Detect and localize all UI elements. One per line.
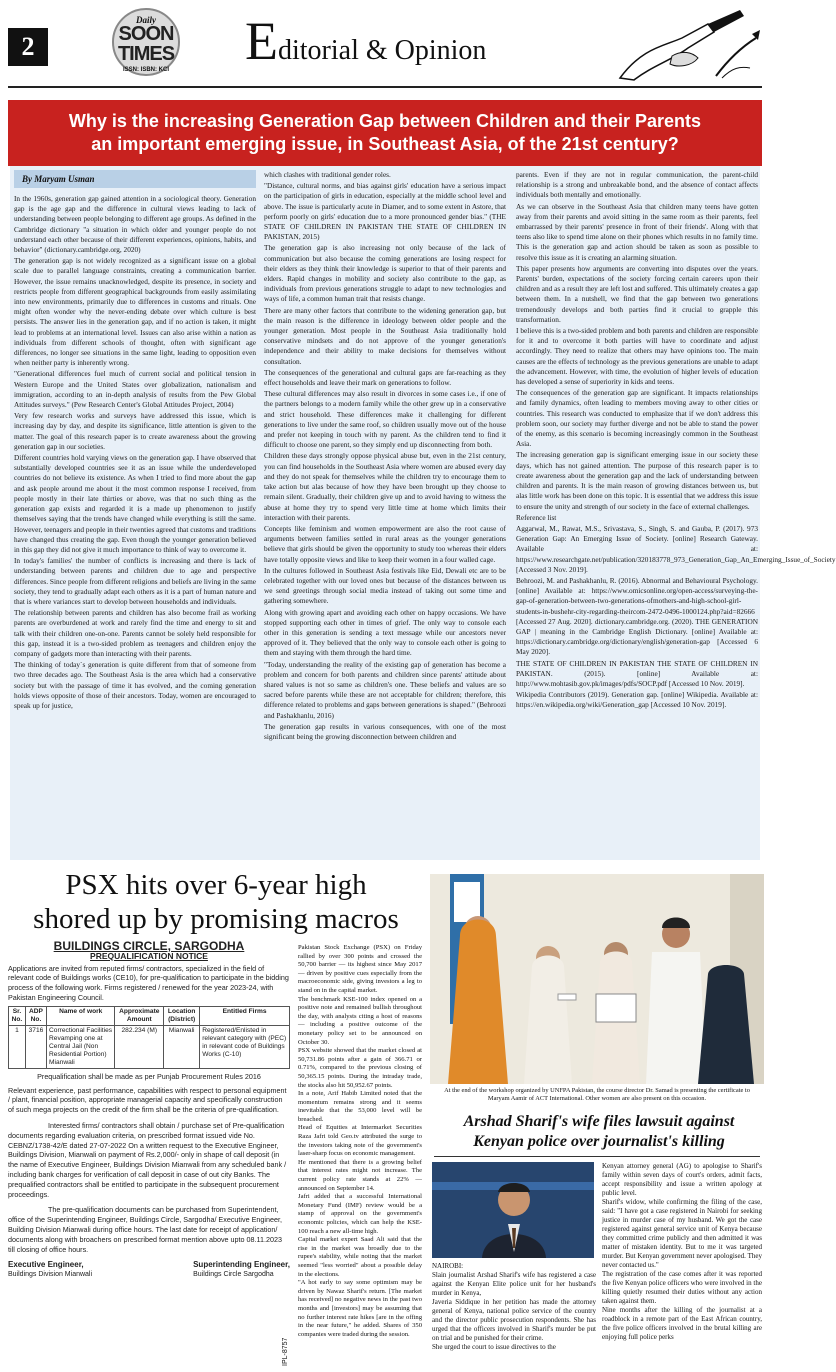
notice-paragraph: The pre-qualification documents can be purchased from Superintendent, office of the Superintending Engineer, Buildings Circle, Sargodha/ Executive Engineer, Building Division Mianwali during office hours. The last date for receipt of application/ documents along with broachers on prescribed format mention above upto 08.11.2023 till closing of office hours.	[8, 1205, 282, 1254]
writing-hand-pen-icon	[612, 8, 762, 82]
paragraph: In today's families' the number of conflicts is increasing and there is lack of understanding between parents and children due to age and perspective differences. Since people from different religions and beliefs are living in the same society, they tend to gradually adapt each others as it is a part of human nature and that is where variances start to develop between households and individuals.	[14, 556, 256, 606]
table-cell: 1	[9, 1025, 26, 1068]
soon-times-logo	[102, 8, 190, 82]
editorial-column-2	[264, 170, 506, 856]
paragraph: She urged the court to issue directives to the	[432, 1343, 556, 1351]
paragraph: I believe this is a two-sided problem and both parents and children are responsible for it and to overcome it both parties will have to coordinate and adjust accordingly. They need to realize that others may have opinions too. The main causes are the effects of technology as the previous generations are unable to adapt the advancement. However, with time, the evolution of higher levels of education has developed a sense of superiority in kids and teens.	[516, 326, 758, 387]
table-header-cell: Entitled Firms	[200, 1006, 290, 1025]
table-cell: 3716	[25, 1025, 46, 1068]
signature-superintending-engineer	[193, 1260, 290, 1280]
arshad-headline-line-2: Kenyan police over journalist's killing	[473, 1133, 725, 1150]
paragraph: Along with growing apart and avoiding each other on happy occasions. We have stopped supporting each other in times of grief. The only way to console each other in this generation is sending a text message while our ancestors never approved of it. They believed that the only way to console each other is going to them and staying with them through the hard time.	[264, 607, 506, 658]
journalist-photo	[432, 1162, 594, 1258]
reference-item: Behroozi, M. and Pashakhanlu, R. (2016). Abnormal and Behavioural Psychology. [online] Available at: https://www.omicsonline.org/open-access/surveying-the-gap-of-generation-between-two-generations-ofmothers-and-high-school-girl-students-in-bushehr-city-regarding-theircom-2472-0496-1000124.php?aid=82666 [Accessed 27 Aug. 2020]. dictionary.cambridge.org. (2020). THE GENERATION GAP | meaning in the Cambridge English Dictionary. [online] Available at: https://dictionary.cambridge.org/dictionary/english/generation-gap [Accessed 6 May 2020].	[516, 575, 758, 657]
paragraph: The consequences of the generational and cultural gaps are far-reaching as they effect households and leave their mark on generations to follow.	[264, 367, 506, 388]
paragraph: The consequences of the generation gap are significant. It impacts relationships and family dynamics, often leading to members moving away to other cities or countries. This research was conducted to emphasize that if we don't address this problem soon, our society may further diverge and not be able to stand the power of the enemy, as this scenario is becoming increasingly common in the Southeast Asia.	[516, 388, 758, 449]
table-row	[9, 1025, 290, 1068]
arshad-headline-line-1: Arshad Sharif's wife files lawsuit against	[463, 1113, 735, 1130]
paragraph: Head of Equities at Intermarket Securities Raza Jafri told Geo.tv attributed the surge to the investors taking note of the government's laser-sharp focus on economic management.	[298, 1124, 422, 1158]
paragraph: The increasing generation gap is significant emerging issue in our society these days, which has not gained attention. The purpose of this research paper is to create awareness about the generation gap and the lack of understanding between children and parents. It is the main reason of growing distances between us, but alas little work has been done on this topic. It is essential that we address this issue to ensure the unity and strength of our society in the face of external challenges.	[516, 450, 758, 511]
paragraph: "Generational differences fuel much of current social and political tension in Western Europe and the United States over globalization, nationalism and immigration, according to an in-depth analysis of results from the Pew Global Attitudes surveys." (Pew Research Center's Global Attitudes Project, 2004)	[14, 369, 256, 410]
paragraph: Sharif's widow, while confirming the filing of the case, said: "I have got a case registered in Nairobi for seeking justice in murder case of my husband. We got the case registered against general service unit of Kenya because they committed crime publicly and then admitted it was matter of mistaken identity. But to me it was targeted murder. But Kenyan government never apologised. They never contacted us."	[602, 1198, 762, 1269]
paragraph: Capital market expert Saad Ali said that the rise in the market was broadly due to the rupee's stability, while noting that the market seemed "less worried" about a possible delay in the elections.	[298, 1236, 422, 1278]
paragraph: Javeria Siddique in her petition has made the attorney general of Kenya, national police service of the country and the director public prosecution respondents. She has urged that the officers involved in Sharif's murder be put on trial and be punished for their crime.	[432, 1298, 596, 1342]
arshad-rule	[434, 1156, 760, 1157]
reference-item: THE STATE OF CHILDREN IN PAKISTAN THE STATE OF CHILDREN IN PAKISTAN. (2015). [online] Available at: http://www.mohtasib.gov.pk/images/pdfs/SOCP.pdf [Accessed 10 Nov. 2019].	[516, 658, 758, 688]
paragraph: PSX website showed that the market closed at 50,731.86 points after a gain of 366.71 or 0.71%, compared to the previous closing of 50,365.15 points. During the intraday trade, the stocks also hit 50,952.67 points.	[298, 1047, 422, 1089]
notice-organisation: BUILDINGS CIRCLE, SARGODHA	[53, 939, 245, 953]
paragraph: "Distance, cultural norms, and bias against girls' education have a serious impact on the participation of girls in education, especially at the middle school level and above. The issue is particularly acute in Diamer, and to some extent in Astore, that perform poorly on girls' education due to a more pronounced gender bias." (THE STATE OF CHILDREN IN PAKISTAN THE STATE OF CHILDREN IN PAKISTAN, 2015)	[264, 181, 506, 242]
notice-paragraph: Relevant experience, past performance, capabilities with respect to personal equipment / plant, financial position, appropriate managerial capacity and specifically construction of such mega projects on the credit of the firm shall be the criteria of pre-qualification.	[8, 1085, 287, 1115]
table-cell: Registered/Enlisted in relevant category with (PEC) in relevant code of Buildings Works (C-10)	[200, 1025, 290, 1068]
paragraph: "A hot early to say some optimism may be driven by Nawaz Sharif's return. [The market has received] no negative news in the past two months and [investors] may be assuming that no further interest rate hikes [are in the offing in the near future," he added. Shares of 350 companies were traded during the session.	[298, 1279, 422, 1338]
section-title-rest: ditorial & Opinion	[278, 35, 487, 66]
table-cell: Mianwali	[164, 1025, 200, 1068]
table-header-cell: Name of work	[47, 1006, 115, 1025]
psx-headline-line-1: PSX hits over 6-year high	[65, 869, 367, 901]
page-number: 2	[8, 28, 48, 66]
headline-line-1: Why is the increasing Generation Gap between Children and their Parents	[68, 111, 702, 131]
paragraph: Very few research works and surveys have addressed this issue, which is increasing day by day, and despite its significance, little attention is given to the matter. The goal of this research paper is to create awareness about the growing generation gap in our societies.	[14, 411, 256, 451]
notice-paragraph: Interested firms/ contractors shall obtain / purchase set of Pre-qualification documents regarding evaluation criteria, on prescribed format issued vide No. CEBNZ/1738-42/E dated 27-07-2022 On a written request to the Executive Engineer, Buildings Division, Mianwali on payment of Rs.2,000/- only in shape of call deposit (in the name of Executive Engineer, Buildings Division Mianwali from any scheduled bank / including bank charges for verification of call deposit in case of out city Banks. The prequalified contractors shall be entitled to participate in the subsequent procurement proceedings.	[8, 1120, 287, 1199]
notice-paragraph: Prequalification shall be made as per Punjab Procurement Rules 2016	[37, 1071, 261, 1081]
arshad-headline	[434, 1112, 764, 1152]
paragraph: Slain journalist Arshad Sharif's wife has registered a case against the Kenyan Elite police unit for her husband's murder in Kenya,	[432, 1271, 596, 1297]
paragraph: In a note, Arif Habib Limited noted that the momentum remains strong and it seems inevitable that the 53,000 level will be breached.	[298, 1090, 422, 1123]
ipl-code: IPL-8757	[282, 1337, 289, 1366]
table-header-cell: Sr. No.	[9, 1006, 26, 1025]
arshad-article-col-2	[602, 1162, 762, 1368]
section-title	[245, 11, 487, 71]
reference-heading: Reference list	[516, 512, 557, 522]
reference-item: Aggarwal, M., Rawat, M.S., Srivastava, S., Singh, S. and Gauba, P. (2017). 973 Generation Gap: An Emerging Issue of Society. [online] Research Gateway. Available at: https://www.researchgate.net/publication/320183778_973_Generation_Gap_An_Emerging_Issue_of_Society [Accessed 3 Nov. 2019].	[516, 523, 836, 574]
paragraph: The generation gap results in various consequences, with one of the most significant being the growing disconnection between children and	[264, 721, 506, 741]
paragraph: Concepts like feminism and women empowerment are also the root cause of arguments between families settled in rural areas as the younger generations believe that girls should be given the opportunity to study too whereas their elders have totally opposite views and like to keep their women in a four walled cage.	[264, 523, 506, 564]
paragraph: The generation gap is not widely recognized as a significant issue on a global scale due to parallel language constraints, creating a communication barrier. However, the issue remains unacknowledged, despite its presence, in society and restricts people from different geographical backgrounds from easily assimilating into new environments, primarily due to differences in customs and rituals. One might often wonder why the never-ending debate over which culture is best persists. The answer lies in the generation gap, and if no action is taken, it might lead to problems at an international level. Issues can also arise within a nation as individuals from different schools of thought, often with significant age differences, no longer see situations in the same light, leading to opposition even when neither party is inherently wrong.	[14, 256, 256, 368]
paragraph: The generation gap is also increasing not only because of the lack of communication but also because the coming generations are losing respect for their elders as they think their knowledge is superior to that of their parents and elders. Rapid changes in mobility and society also contribute to the gap, as individuals from previous generations struggle to adapt to new technologies and ways of life, a common human trait that resists change.	[264, 243, 506, 304]
psx-headline-line-2: shored up by promising macros	[33, 903, 399, 935]
prequalification-notice	[8, 939, 290, 1362]
table-cell: Correctional Facilities Revamping one at Central Jail (Non Residential Portion) Mianwali	[47, 1025, 115, 1068]
paragraph: In the 1960s, generation gap gained attention in a sociological theory. Generation gap is the age gap and the difference in cultural views leading to lack of understanding between people belonging to different age groups. As defined in the Cambridge dictionary "a situation in which older and younger people do not understand each other because of their different experiences, opinions, habits, and behavior" (dictionary.cambridge.org, 2020)	[14, 194, 256, 255]
table-header-cell: ADP No.	[25, 1006, 46, 1025]
paragraph: Pakistan Stock Exchange (PSX) on Friday rallied by over 300 points and crossed the 50,700 barrier — its highest since May 2017 — driven by positive cues especially from the macroeconomic side, giving investors a leg to stand on in the capital market.	[298, 944, 422, 994]
logo-word-soon: SOON	[118, 23, 174, 45]
paragraph: Nine months after the killing of the journalist at a roadblock in a remote part of the East African country, the five police officers involved in the brutal killing are enjoying full police perks	[602, 1306, 762, 1341]
paragraph: The benchmark KSE-100 index opened on a positive note and remained bullish throughout the day, with analysts citing a host of reasons — including a positive outcome of the monetary policy set to be announced on October 30.	[298, 995, 422, 1046]
editorial-column-1	[14, 170, 256, 856]
notice-signatures	[8, 1260, 290, 1280]
psx-article-body	[298, 944, 422, 1366]
logo-word-times: TIMES	[117, 43, 175, 65]
reference-item: Wikipedia Contributors (2019). Generation gap. [online] Wikipedia. Available at: https://en.wikipedia.org/wiki/Generation_gap [Accessed 10 Nov. 2019].	[516, 690, 758, 710]
editorial-column-3	[516, 170, 836, 856]
section-initial: E	[245, 11, 278, 71]
headline-line-2: an important emerging issue, in Southeast Asia, of the 21st century?	[91, 134, 679, 154]
table-header-cell: Approximate Amount	[115, 1006, 164, 1025]
notice-title: PREQUALIFICATION NOTICE	[90, 950, 208, 961]
notice-table-header	[9, 1006, 290, 1025]
logo-daily: Daily	[136, 15, 156, 25]
table-header-cell: Location (District)	[164, 1006, 200, 1025]
signature-title: Executive Engineer,	[8, 1260, 84, 1270]
paragraph: Jafri added that a successful International Monetary Fund (IMF) review would be a stamp of approval on the government's economic policies, which can help the KSE-100 reach a new all-time high.	[298, 1193, 422, 1235]
paragraph: which clashes with traditional gender roles.	[264, 170, 391, 179]
paragraph: As we can observe in the Southeast Asia that children many teens have gotten away from their parents and avoid sitting in the same room as their parents, feel embarrassed by their parents' presence in front of their friends'. Along with that teens also like to spend time alone on their phones which results in no family time. This is the generation gap and action should be taken as soon as possible to resolve this issue as it is creating an alarming situation.	[516, 201, 758, 262]
dateline: NAIROBI:	[432, 1262, 464, 1270]
paragraph: There are many other factors that contribute to the widening generation gap, but the main reason is the difference in ideology between older people and the younger generation. Most people in the Southeast Asia traditionally hold conservative mindsets and do not approve of the younger generation's independence and their ability to make decisions for themselves without consultation.	[264, 305, 506, 366]
signature-office: Buildings Circle Sargodha	[193, 1271, 274, 1279]
workshop-photo	[430, 874, 764, 1084]
signature-executive-engineer	[8, 1260, 92, 1280]
masthead-rule	[8, 86, 762, 88]
table-cell: 282.234 (M)	[115, 1025, 164, 1068]
editorial-headline	[8, 100, 762, 166]
byline: By Maryam Usman	[14, 170, 256, 188]
notice-table	[8, 1006, 290, 1069]
paragraph: The relationship between parents and children has also become frail as working parents are overburdened at work and rarely find the time and energy to sit and talk with their children one-on-one. Parents cannot be solely held responsible for this gap, instead it is a two-sided problem as teenagers and children enjoy the company of gadgets more than interacting with their parents.	[14, 608, 256, 658]
paragraph: This paper presents how arguments are converting into disputes over the years. Parents' burden, expectations of the society forcing certain careers upon their children and as a result they are left lost and suffered. This ultimately creates a gap between them. In a nutshell, we find that the gap between two generations tremendously develops and both parties find it crucial to grapple this transformation.	[516, 263, 758, 324]
paragraph: "Today, understanding the reality of the existing gap of generation has become a problem and concern for both parents and children since parents' attitude about shared values is not so same as children's one. These beliefs and values are so sacred before parents while these are not acceptable for children; therefore, this difference related to problems and gaps between generations is shaped." (Behroozi and Pashakhanlu, 2016)	[264, 659, 506, 720]
paragraph: parents. Even if they are not in regular communication, the parent-child relationship is a strong and unbreakable bond, and the absence of contact affects individuals both mentally and emotionally.	[516, 170, 758, 200]
arshad-article-col-1	[432, 1262, 596, 1368]
paragraph: The registration of the case comes after it was reported the five Kenyan police officers who were involved in the killing quietly resumed their duties without any action taken against them.	[602, 1270, 762, 1305]
paragraph: In the cultures followed in Southeast Asia festivals like Eid, Dewali etc are to be celebrated together with our loved ones but because of the distances between us we send greetings through social media instead of taking out some time and gathering somewhere.	[264, 565, 506, 606]
signature-office: Buildings Division Mianwali	[8, 1271, 93, 1279]
notice-intro: Applications are invited from reputed firms/ contractors, specialized in the field of relevant code of Buildings works (CE10), for pre-qualification to participate in the bidding process of the following work. Firms registered / renewed for the year 2023-24, with Pakistan Engineering Council.	[8, 963, 289, 1002]
psx-headline	[10, 868, 422, 936]
paragraph: Children these days strongly oppose physical abuse but, even in the 21st century, you can find households in the Southeast Asia where women are abused every day and they do not speak for themselves while the children try to encourage them to take action but alas because of how they have been brought up they choose to remain silent. Gradually, their children give up and to avoid having to witness the abuse at home they try to spend very little time at home which limits their interaction with their parents.	[264, 451, 506, 522]
signature-title: Superintending Engineer,	[193, 1260, 290, 1270]
paragraph: Different countries hold varying views on the generation gap. I have observed that substantially developed countries see it as an issue while the underdeveloped countries do not believe its existence. As when I tried to find more about the gap and ask people around me about it the most common response I received, from people mostly in their late thirties or above, was that no such thing as the generation gap exists and regarded it is a made up phenomenon to justify themselves saying that the trends have changed while everything is still the same. However, teenagers and people in their twenties agreed that customs and traditions have changed thus creating the gap. Even though the younger generation believed in this gap they did not give it much importance to think of way to overcome it.	[14, 453, 256, 554]
paragraph: These cultural differences may also result in divorces in some cases i.e., if one of the partners belongs to a modern family while the other grew up in a conservative and strict household. These differences make it challenging for different generations to live under the same roof, so children usually move out of the house and prefer not keeping in touch with ny parent. As the children tend to find it difficult to choose one parent, so they simply end up disconnecting from both.	[264, 389, 506, 450]
paragraph: Kenyan attorney general (AG) to apologise to Sharif's family within seven days of court's orders, admit facts, accept responsibility and issue a written apology at public level.	[602, 1162, 762, 1197]
paragraph: The thinking of today`s generation is quite different from that of someone from two three decades ago. The Southeast Asia is the area which had a conservative society but with the passage of time it has evolved, and the coming generation holds views opposite of those of their ancestors. Today, women are encouraged to speak up for justice,	[14, 660, 256, 710]
paragraph: He mentioned that there is a growing belief that interest rates might not increase. The current policy rate stands at 22% — announced on September 14.	[298, 1158, 422, 1192]
logo-tagline: ISSN: ISBN: KCI	[122, 67, 169, 73]
photo-caption: At the end of the workshop organized by UNFPA Pakistan, the course director Dr. Samad is presenting the certificate to Maryam Aamir of ACT International. Other women are also present on this occasion.	[444, 1087, 750, 1102]
